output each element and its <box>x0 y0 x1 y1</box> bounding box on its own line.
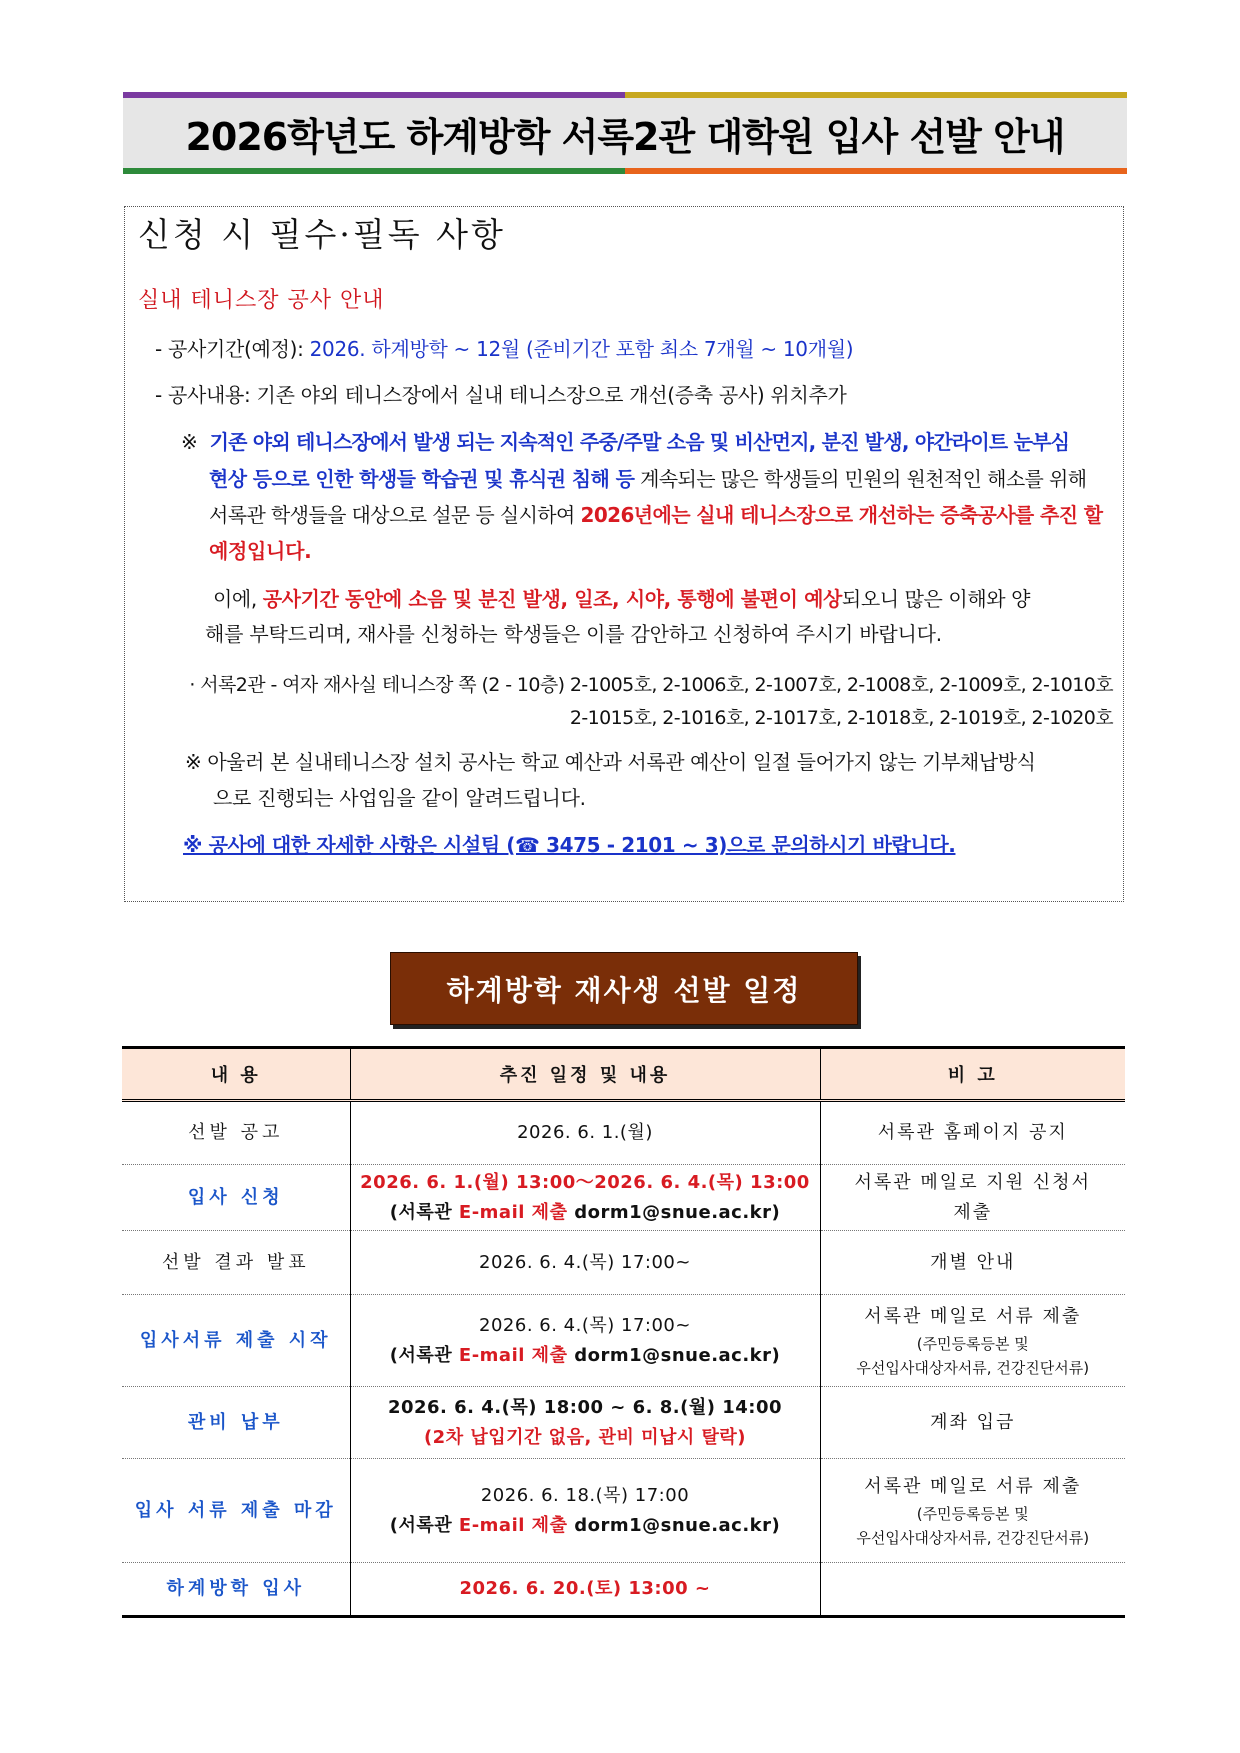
table-row <box>122 1165 1125 1231</box>
title-banner <box>123 92 1127 174</box>
construction-content: - 공사내용: 기존 야외 테니스장에서 실내 테니스장으로 개선(증축 공사) 위치추가 <box>155 383 847 407</box>
note2-line-b: 으로 진행되는 사업임을 같이 알려드립니다. <box>213 786 586 810</box>
contact-line: ※ 공사에 대한 자세한 사항은 시설팀 (☎ 3475 - 2101 ~ 3)으로 문의하시기 바랍니다. <box>183 833 956 857</box>
row-detail <box>350 1387 820 1459</box>
row-note: 서록관 메일로 서류 제출 (주민등록등본 및 우선입사대상자서류, 건강진단서류) <box>820 1459 1125 1563</box>
row-label: 입사 신청 <box>122 1165 350 1231</box>
para-a-post: 되오니 많은 이해와 양 <box>841 587 1031 611</box>
row-detail: 2026. 6. 20.(토) 13:00 ~ <box>350 1563 820 1617</box>
table-row <box>122 1387 1125 1459</box>
row-detail: 2026. 6. 1.(월) <box>350 1101 820 1165</box>
rooms-line-a: · 서록2관 - 여자 재사실 테니스장 쪽 (2 - 10층) 2-1005호, 2-1006호, 2-1007호, 2-1008호, 2-1009호, 2-1010호 <box>189 674 1113 696</box>
row-detail <box>350 1165 820 1231</box>
title-bar-bottom <box>123 168 1127 174</box>
note1-red-d: 예정입니다. <box>209 539 312 563</box>
para-line-a <box>213 589 1030 609</box>
table-row <box>122 1459 1125 1563</box>
note1-mark: ※ <box>181 430 198 454</box>
row-label: 관비 납부 <box>122 1387 350 1459</box>
notice-heading: 신청 시 필수·필독 사항 <box>138 215 506 254</box>
row-label: 선발 결과 발표 <box>122 1231 350 1295</box>
row-note: 서록관 홈페이지 공지 <box>820 1101 1125 1165</box>
title-bar-top <box>123 92 1127 98</box>
row-detail-date: 2026. 6. 18.(목) 17:00 <box>480 1484 690 1506</box>
table-row <box>122 1563 1125 1617</box>
note1-line-b <box>209 469 1086 489</box>
row-detail: 2026. 6. 4.(목) 17:00~ <box>350 1231 820 1295</box>
note1-red-c: 2026년에는 실내 테니스장으로 개선하는 증축공사를 추진 할 <box>580 503 1103 527</box>
period-value: 2026. 하계방학 ~ 12월 (준비기간 포함 최소 7개월 ~ 10개월) <box>309 337 854 361</box>
row-note: 개별 안내 <box>820 1231 1125 1295</box>
table-row <box>122 1231 1125 1295</box>
note1-text-b: 계속되는 많은 학생들의 민원의 원천적인 해소를 위해 <box>634 467 1087 491</box>
row-note: 서록관 메일로 지원 신청서 제출 <box>820 1165 1125 1231</box>
para-a-red: 공사기간 동안에 소음 및 분진 발생, 일조, 시야, 통행에 불편이 예상 <box>262 587 842 611</box>
row-detail <box>350 1459 820 1563</box>
row-note: 서록관 메일로 서류 제출 (주민등록등본 및 우선입사대상자서류, 건강진단서류) <box>820 1295 1125 1387</box>
row-label: 하계방학 입사 <box>122 1563 350 1617</box>
note1-line-d <box>209 541 311 561</box>
table-header-row <box>122 1048 1125 1101</box>
para-a-pre: 이에, <box>213 587 263 611</box>
row-note <box>820 1563 1125 1617</box>
notice-subheading: 실내 테니스장 공사 안내 <box>138 288 385 313</box>
schedule-title: 하계방학 재사생 선발 일정 <box>390 952 858 1025</box>
row-detail-date: 2026. 6. 4.(목) 17:00~ <box>479 1314 691 1336</box>
row-detail-email: (서록관 E-mail 제출 dorm1@snue.ac.kr) <box>389 1514 781 1536</box>
note2-line-a: ※ 아울러 본 실내테니스장 설치 공사는 학교 예산과 서록관 예산이 일절 들어가지 않는 기부채납방식 <box>185 750 1036 774</box>
row-detail-warning: (2차 납입기간 없음, 관비 미납시 탈락) <box>423 1426 747 1448</box>
row-detail-date: 2026. 6. 1.(월) 13:00～2026. 6. 4.(목) 13:00 <box>360 1171 810 1193</box>
table-row <box>122 1101 1125 1165</box>
note1-line-c <box>209 505 1103 525</box>
header-schedule: 추진 일정 및 내용 <box>350 1048 820 1101</box>
note1-text-c: 서록관 학생들을 대상으로 설문 등 실시하여 <box>209 503 581 527</box>
row-label: 선발 공고 <box>122 1101 350 1165</box>
period-label: - 공사기간(예정): <box>155 337 310 361</box>
row-note: 계좌 입금 <box>820 1387 1125 1459</box>
row-label: 입사 서류 제출 마감 <box>122 1459 350 1563</box>
row-detail-date: 2026. 6. 4.(목) 18:00 ~ 6. 8.(월) 14:00 <box>387 1396 783 1418</box>
header-content: 내 용 <box>122 1048 350 1101</box>
notice-box <box>124 206 1124 902</box>
row-detail <box>350 1295 820 1387</box>
page-title: 2026학년도 하계방학 서록2관 대학원 입사 선발 안내 <box>123 98 1127 168</box>
note1-blue-a: 기존 야외 테니스장에서 발생 되는 지속적인 주중/주말 소음 및 비산먼지, 분진 발생, 야간라이트 눈부심 <box>209 430 1070 454</box>
row-detail-email: (서록관 E-mail 제출 dorm1@snue.ac.kr) <box>389 1344 781 1366</box>
para-line-b: 해를 부탁드리며, 재사를 신청하는 학생들은 이를 감안하고 신청하여 주시기 바랍니다. <box>205 622 942 646</box>
header-remarks: 비 고 <box>820 1048 1125 1101</box>
note1-line-a <box>181 432 1069 452</box>
table-row <box>122 1295 1125 1387</box>
row-detail-email: (서록관 E-mail 제출 dorm1@snue.ac.kr) <box>389 1201 781 1223</box>
schedule-table <box>122 1046 1125 1618</box>
note1-blue-b: 현상 등으로 인한 학생들 학습권 및 휴식권 침해 등 <box>209 467 635 491</box>
construction-period <box>155 339 853 359</box>
rooms-line-b: 2-1015호, 2-1016호, 2-1017호, 2-1018호, 2-1019호, 2-1020호 <box>569 707 1113 729</box>
row-label: 입사서류 제출 시작 <box>122 1295 350 1387</box>
